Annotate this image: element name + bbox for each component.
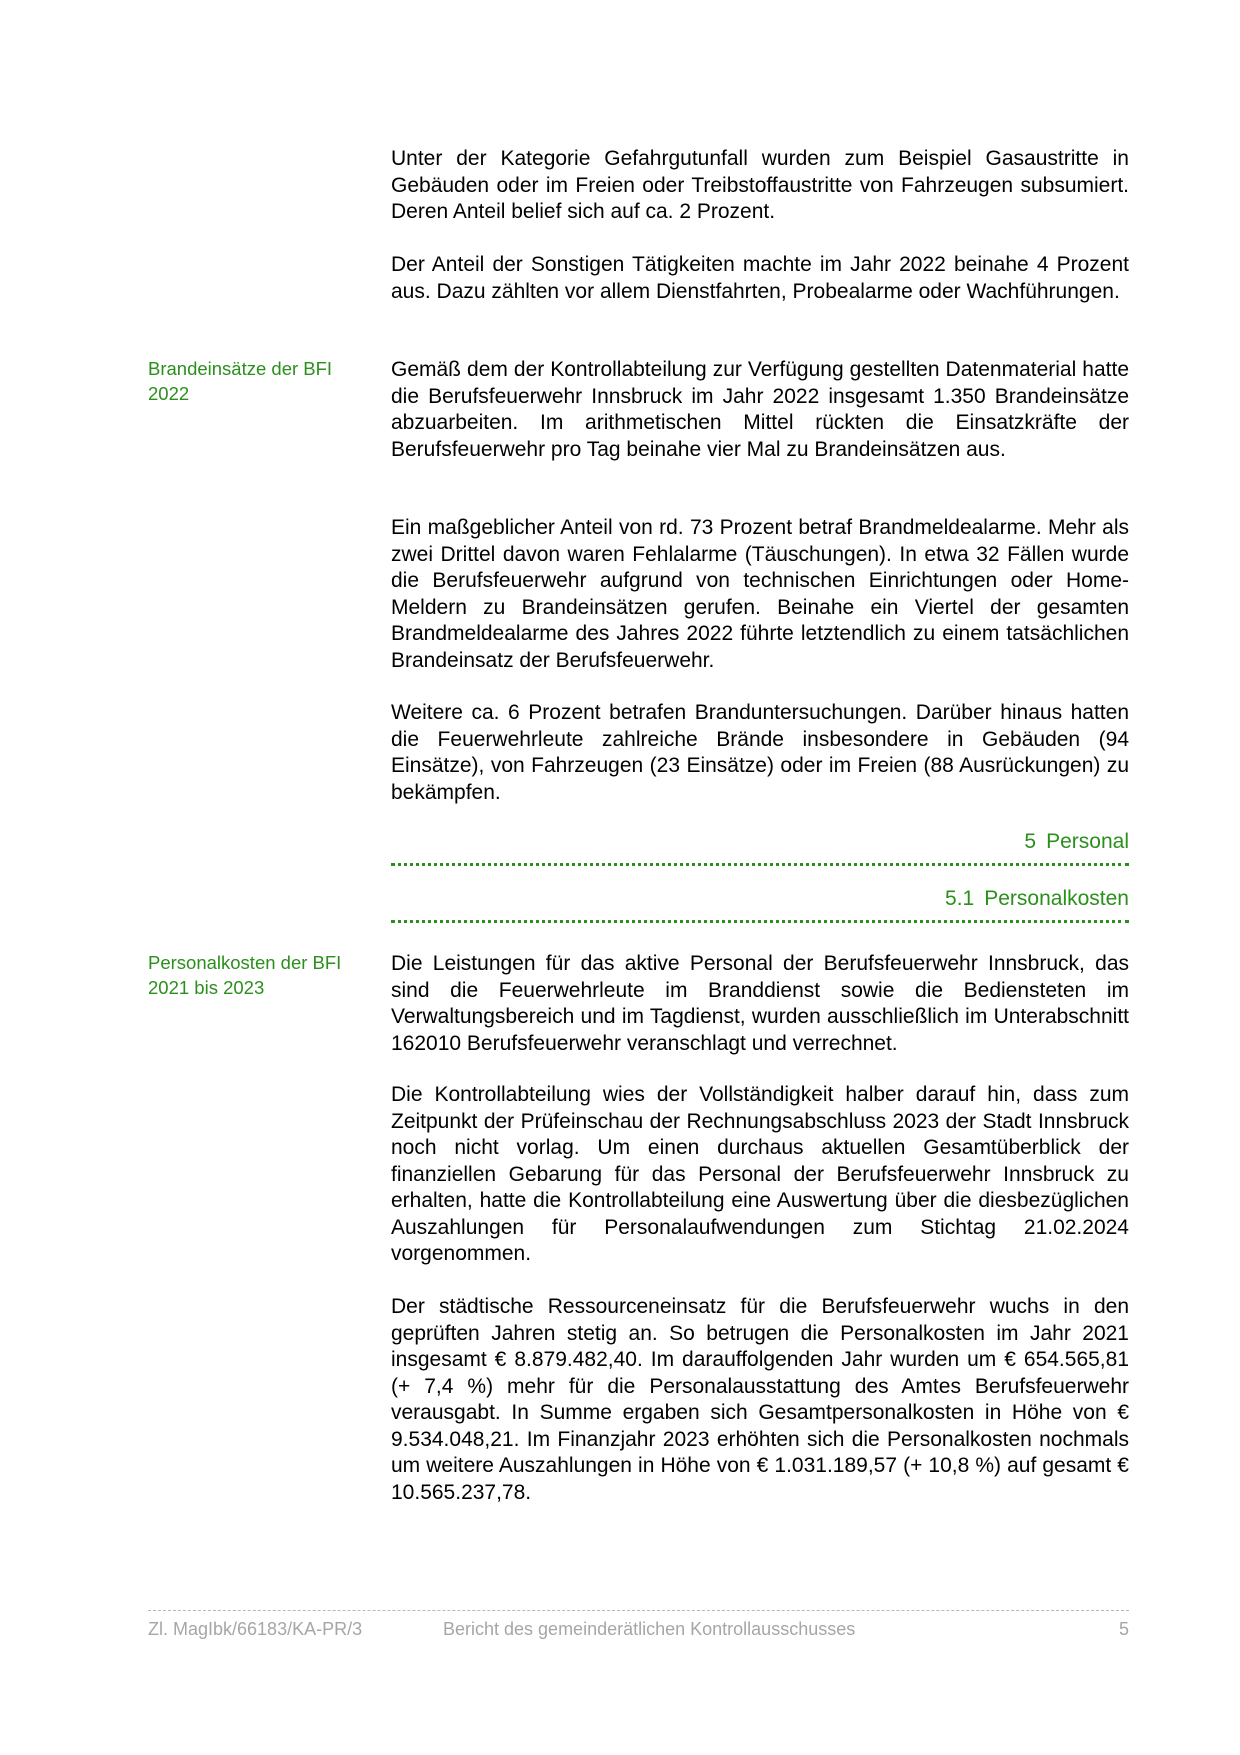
section-title: Personalkosten [984,887,1129,910]
section-heading-personalkosten [391,886,1129,923]
paragraph-brandmeldealarme: Ein maßgeblicher Anteil von rd. 73 Prozent betraf Brandmeldealarme. Mehr als zwei Drittel davon waren Fehlalarme (Täuschungen). In etwa 32 Fällen wurde die Berufsfeuerwehr aufgrund von technischen Einrichtungen oder Home-Meldern zu Brandeinsätzen gerufen. Beinahe ein Viertel der gesamten Brandmeldealarme des Jahres 2022 führte letztendlich zu einem tatsächlichen Brandeinsatz der Berufsfeuerwehr. [391,516,1129,672]
section-title: Personal [1046,830,1129,853]
footer-title: Bericht des gemeinderätlichen Kontrollausschusses [443,1619,856,1639]
paragraph-branduntersuchungen: Weitere ca. 6 Prozent betrafen Branduntersuchungen. Darüber hinaus hatten die Feuerwehrleute zahlreiche Brände insbesondere in Gebäuden (94 Einsätze), von Fahrzeugen (23 Einsätze) oder im Freien (88 Ausrückungen) zu bekämpfen. [391,701,1129,804]
footer-divider [148,1610,1129,1611]
section-heading-personal [391,829,1129,866]
section-number: 5.1 [945,887,975,910]
side-note-line: 2022 [148,383,190,404]
paragraph-gefahrgutunfall: Unter der Kategorie Gefahrgutunfall wurden zum Beispiel Gasaustritte in Gebäuden oder im Freien oder Treibstoffaustritte von Fahrzeugen subsumiert. Deren Anteil belief sich auf ca. 2 Prozent. [391,147,1129,223]
section-number: 5 [1024,830,1037,853]
side-note-brandeinsaetze [148,356,378,406]
paragraph-kontrollabteilung-hinweis: Die Kontrollabteilung wies der Vollständigkeit halber darauf hin, dass zum Zeitpunkt der Prüfeinschau der Rechnungsabschluss 2023 der Stadt Innsbruck noch nicht vorlag. Um einen durchaus aktuellen Gesamtüberblick der finanziellen Gebarung für das Personal der Berufsfeuerwehr Innsbruck zu erhalten, hatte die Kontrollabteilung eine Auswertung über die diesbezüglichen Auszahlungen für Personalaufwendungen zum Stichtag 21.02.2024 vorgenommen. [391,1083,1129,1265]
side-note-personalkosten [148,950,378,1000]
paragraph-brandeinsaetze: Gemäß dem der Kontrollabteilung zur Verfügung gestellten Datenmaterial hatte die Berufsfeuerwehr Innsbruck im Jahr 2022 insgesamt 1.350 Brandeinsätze abzuarbeiten. Im arithmetischen Mittel rückten die Einsatzkräfte der Berufsfeuerwehr pro Tag beinahe vier Mal zu Brandeinsätzen aus. [391,358,1129,461]
side-note-line: Brandeinsätze der BFI [148,358,333,379]
side-note-line: 2021 bis 2023 [148,977,265,998]
footer-reference: Zl. MagIbk/66183/KA-PR/3 [148,1619,363,1639]
paragraph-leistungen-personal: Die Leistungen für das aktive Personal der Berufsfeuerwehr Innsbruck, das sind die Feuerwehrleute im Branddienst sowie die Bediensteten im Verwaltungsbereich und im Tagdienst, wurden ausschließlich im Unterabschnitt 162010 Berufsfeuerwehr veranschlagt und verrechnet. [391,952,1129,1055]
paragraph-sonstige-taetigkeiten: Der Anteil der Sonstigen Tätigkeiten machte im Jahr 2022 beinahe 4 Prozent aus. Dazu zählten vor allem Dienstfahrten, Probealarme oder Wachführungen. [391,253,1129,303]
paragraph-ressourceneinsatz: Der städtische Ressourceneinsatz für die Berufsfeuerwehr wuchs in den geprüften Jahren stetig an. So betrugen die Personalkosten im Jahr 2021 insgesamt € 8.879.482,40. Im darauffolgenden Jahr wurden um € 654.565,81 (+ 7,4 %) mehr für die Personalausstattung des Amtes Berufsfeuerwehr verausgabt. In Summe ergaben sich Gesamtpersonalkosten in Höhe von € 9.534.048,21. Im Finanzjahr 2023 erhöhten sich die Personalkosten nochmals um weitere Auszahlungen in Höhe von € 1.031.189,57 (+ 10,8 %) auf gesamt € 10.565.237,78. [391,1295,1129,1504]
footer-page-number: 5 [1118,1619,1129,1639]
side-note-line: Personalkosten der BFI [148,952,342,973]
